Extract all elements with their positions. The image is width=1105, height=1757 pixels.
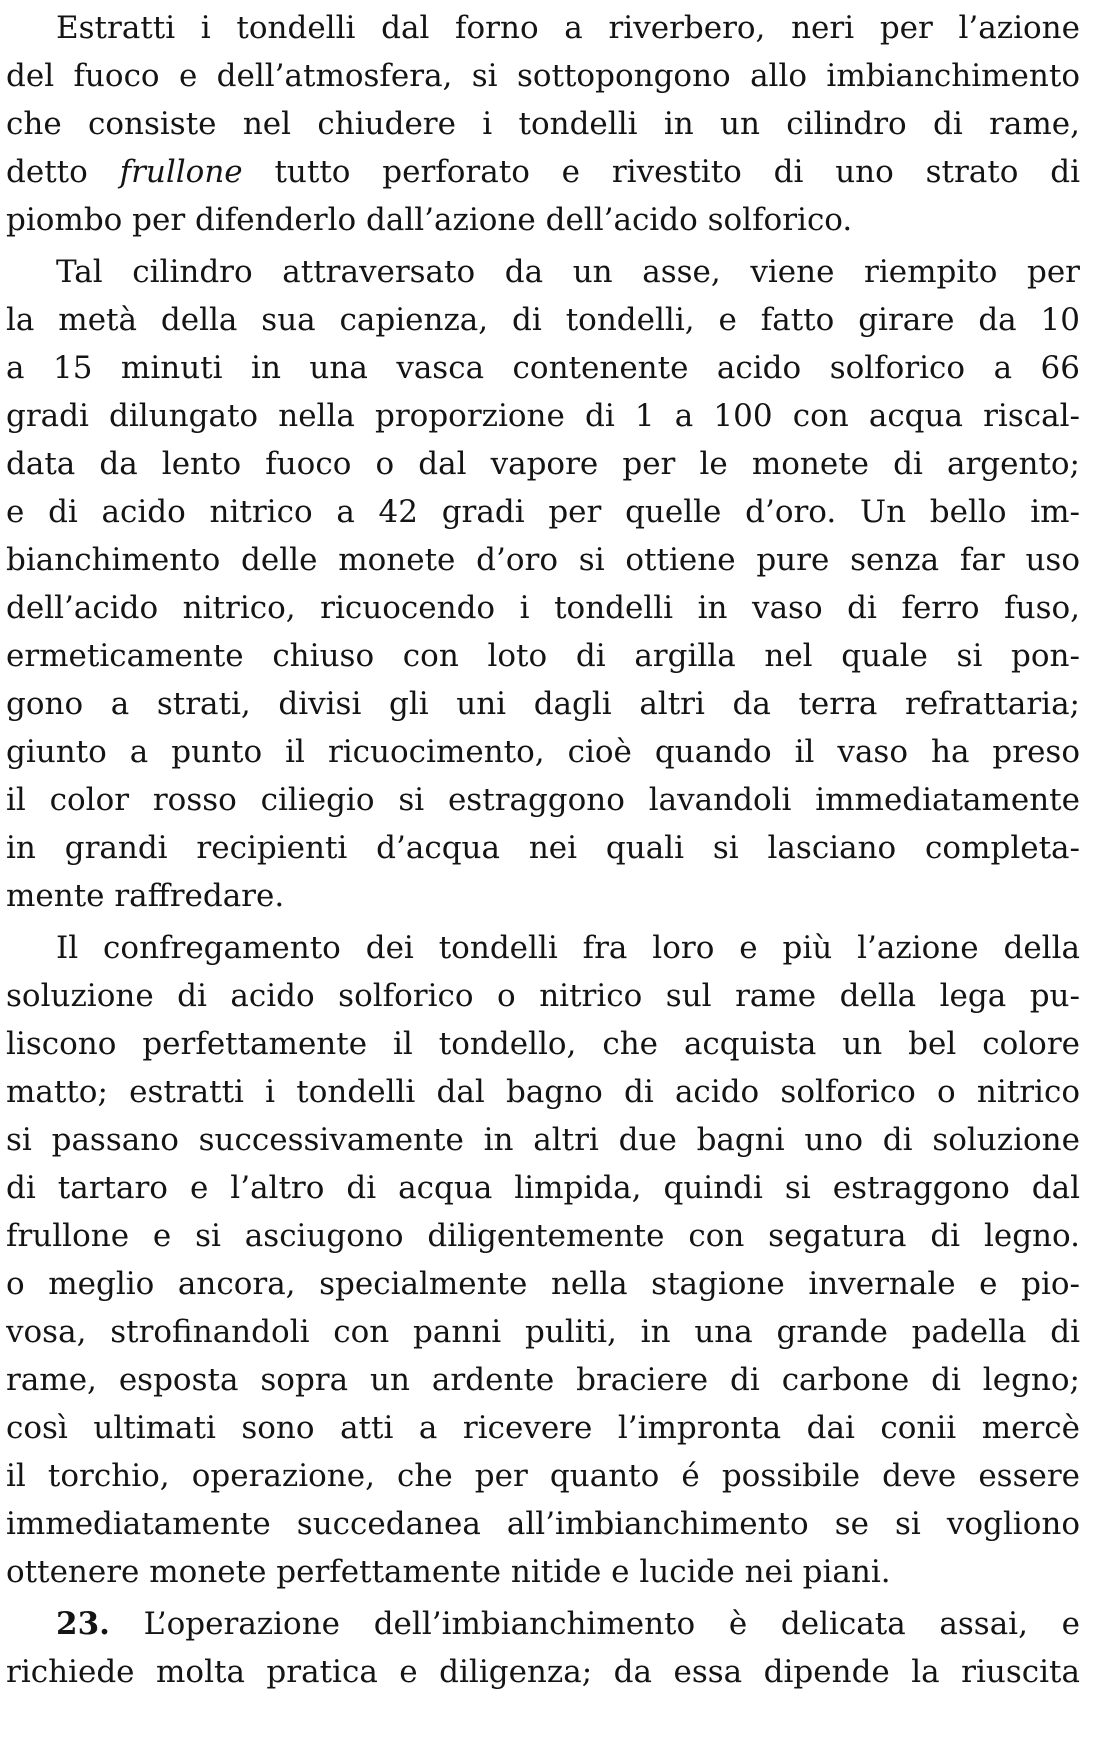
- text-line: in grandi recipienti d’acqua nei quali si lasciano completa-: [6, 830, 1080, 866]
- text-line: si passano successivamente in altri due bagni uno di soluzione: [6, 1122, 1080, 1158]
- text-fragment: tutto perforato e rivestito di uno strato di: [242, 154, 1080, 190]
- paragraph-4: [6, 1600, 1080, 1696]
- section-number: 23.: [56, 1606, 110, 1642]
- text-line: [6, 1600, 1080, 1648]
- text-line: la metà della sua capienza, di tondelli, e fatto girare da 10: [6, 302, 1080, 338]
- text-line: a 15 minuti in una vasca contenente acido solforico a 66: [6, 350, 1080, 386]
- text-line: il torchio, operazione, che per quanto é possibile deve essere: [6, 1458, 1080, 1494]
- text-line: il color rosso ciliegio si estraggono lavandoli immediatamente: [6, 782, 1080, 818]
- text-line: rame, esposta sopra un ardente braciere di carbone di legno;: [6, 1362, 1080, 1398]
- paragraph-1: [6, 4, 1080, 244]
- text-line: [6, 148, 1080, 196]
- text-fragment: detto: [6, 154, 120, 190]
- emphasis-frullone: frullone: [119, 154, 243, 190]
- text-line: bianchimento delle monete d’oro si ottiene pure senza far uso: [6, 542, 1080, 578]
- text-line: matto; estratti i tondelli dal bagno di acido solforico o nitrico: [6, 1074, 1080, 1110]
- text-line: piombo per difenderlo dall’azione dell’acido solforico.: [6, 202, 853, 238]
- text-line: e di acido nitrico a 42 gradi per quelle d’oro. Un bello im-: [6, 494, 1080, 530]
- text-line: di tartaro e l’altro di acqua limpida, quindi si estraggono dal: [6, 1170, 1080, 1206]
- text-line: data da lento fuoco o dal vapore per le monete di argento;: [6, 446, 1080, 482]
- text-line: ermeticamente chiuso con loto di argilla nel quale si pon-: [6, 638, 1080, 674]
- text-line: Il confregamento dei tondelli fra loro e più l’azione della: [56, 930, 1080, 966]
- text-line: ottenere monete perfettamente nitide e lucide nei piani.: [6, 1554, 891, 1590]
- text-line: Tal cilindro attraversato da un asse, viene riempito per: [56, 254, 1080, 290]
- text-line: frullone e si asciugono diligentemente con segatura di legno.: [6, 1218, 1080, 1254]
- text-line: Estratti i tondelli dal forno a riverbero, neri per l’azione: [56, 10, 1080, 46]
- text-line: così ultimati sono atti a ricevere l’impronta dai conii mercè: [6, 1410, 1080, 1446]
- text-line: immediatamente succedanea all’imbianchimento se si vogliono: [6, 1506, 1080, 1542]
- book-page: [6, 4, 1080, 1744]
- text-line: mente raffredare.: [6, 878, 285, 914]
- paragraph-3: [6, 924, 1080, 1596]
- text-line: giunto a punto il ricuocimento, cioè quando il vaso ha preso: [6, 734, 1080, 770]
- text-line: o meglio ancora, specialmente nella stagione invernale e pio-: [6, 1266, 1080, 1302]
- text-line: soluzione di acido solforico o nitrico sul rame della lega pu-: [6, 978, 1080, 1014]
- text-line: gradi dilungato nella proporzione di 1 a 100 con acqua riscal-: [6, 398, 1080, 434]
- paragraph-2: [6, 248, 1080, 920]
- text-line: che consiste nel chiudere i tondelli in un cilindro di rame,: [6, 106, 1080, 142]
- text-line: del fuoco e dell’atmosfera, si sottopongono allo imbianchimento: [6, 58, 1080, 94]
- text-fragment: L’operazione dell’imbianchimento è delicata assai, e: [109, 1606, 1080, 1642]
- text-line: vosa, strofinandoli con panni puliti, in una grande padella di: [6, 1314, 1080, 1350]
- text-line: dell’acido nitrico, ricuocendo i tondelli in vaso di ferro fuso,: [6, 590, 1080, 626]
- text-line: richiede molta pratica e diligenza; da essa dipende la riuscita: [6, 1654, 1080, 1690]
- text-line: gono a strati, divisi gli uni dagli altri da terra refrattaria;: [6, 686, 1080, 722]
- text-line: liscono perfettamente il tondello, che acquista un bel colore: [6, 1026, 1080, 1062]
